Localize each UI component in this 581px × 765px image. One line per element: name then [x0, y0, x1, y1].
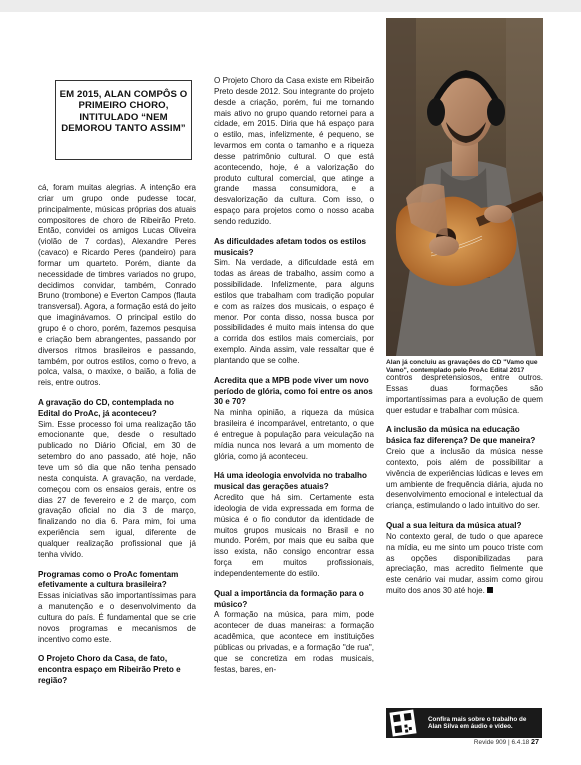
pull-quote: EM 2015, ALAN COMPÔS O PRIMEIRO CHORO, INTITULADO “NEM DEMOROU TANTO ASSIM”: [55, 80, 192, 160]
question-heading: O Projeto Choro da Casa, de fato, encontra espaço em Ribeirão Preto e região?: [38, 654, 181, 685]
question-heading: Qual a importância da formação para o músico?: [214, 588, 364, 609]
page-number: 27: [531, 737, 539, 746]
answer-paragraph: [386, 532, 543, 597]
photo-caption: Alan já concluiu as gravações do CD "Vamo que Vamo", contemplado pelo ProAc Edital 2017: [386, 359, 538, 374]
answer-paragraph: Na minha opinião, a riqueza da música brasileira é incomparável, entretanto, o que é entregue à população para veiculação na mídia nunca nos levará a um momento de glória, como já aconteceu.: [214, 408, 374, 461]
intro-paragraph: cá, foram muitas alegrias. A intenção era criar um grupo onde pudesse tocar, principalmente, músicas próprias dos atuais compositores de choro de Ribeirão Preto. Então, convidei os amigos Lucas Oliveira (violão de 7 cordas), Alexandre Peres (cavaco) e Ricardo Peres (pandeiro) para formar um quarteto. Porém, diante da necessidade de timbres variados no grupo, decidimos convidar, também, Conrado Bruno (trombone) e Everton Campos (flauta transversal). Agora, a formação está do jeito que imaginávamos. O principal estilo do grupo é o choro, porém, fazemos pesquisa e criação bem abrangentes, passando por diversos ritmos brasileiros e passando, também, por outros estilos, como o frevo, a polca, valsa, o maxixe, o baião, a folia de reis, entre outros.: [38, 183, 196, 388]
answer-paragraph: Sim. Na verdade, a dificuldade está em todas as áreas de trabalho, assim como a possibilidade. Infelizmente, para alguns estilos que trabalham com tradição popular e com as raízes dos musicais, o espaço é menor. Por conta disso, nossa busca por possibilidades é muito mais intensa do que a corrida dos estilos mais comerciais, por exemplo. Ainda assim, vale ressaltar que é plantando que se colhe.: [214, 258, 374, 365]
magazine-issue: Revide 909 | 6.4.18: [473, 739, 530, 746]
musician-photo: [386, 18, 543, 356]
column-2: [214, 76, 374, 675]
final-answer-text: No contexto geral, de tudo o que aparece na mídia, eu me sinto um pouco triste com as opções disponibilizadas para apreciação, mas acredito fielmente que este cenário vai mudar, assim como girou muito dos anos 30 até hoje.: [386, 531, 543, 596]
question-heading: A gravação do CD, contemplada no Edital do ProAc, já aconteceu?: [38, 398, 174, 418]
column-1: [38, 183, 196, 687]
column-3: [386, 373, 543, 597]
end-mark-icon: [487, 587, 493, 593]
answer-paragraph: Essas iniciativas são importantíssimas para a manutenção e o desenvolvimento da cultura do país. É fundamental que se crie novos programas e mecanismos de incentivo como este.: [38, 591, 196, 644]
top-band: [0, 0, 581, 12]
answer-paragraph: contros despretensiosos, entre outros. Essas duas formações são importantíssimas para a evolução de quem quer estudar e trabalhar com música.: [386, 373, 543, 415]
banner-text: Confira mais sobre o trabalho de Alan Silva em áudio e vídeo.: [428, 715, 527, 730]
answer-paragraph: Acredito que há sim. Certamente esta ideologia de vida expressada em forma de música é o fio condutor da identidade de muitos grupos musicais no Brasil e no mundo. Porém, por mais que eu saiba que isso exista, não consigo encontrar essa força em muitos profissionais, independentemente do estilo.: [214, 493, 374, 578]
question-heading: Há uma ideologia envolvida no trabalho musical das gerações atuais?: [214, 471, 367, 492]
answer-paragraph: Creio que a inclusão da música nesse contexto, pois além de possibilitar a vivência de experiências lúdicas e leves em um ambiente de frequência diária, ajuda no desenvolvimento emocional e intelectual da criança, estimulando o lado intuitivo do ser.: [386, 446, 543, 511]
qr-code-icon: [386, 708, 422, 738]
question-heading: Acredita que a MPB pode viver um novo período de glória, como foi entre os anos 30 e 70?: [214, 375, 373, 407]
answer-paragraph: A formação na música, para mim, pode acontecer de duas maneiras: a formação acadêmica, que acontece em instituições públicas ou privadas, e a formação "de rua", que se concretiza em rodas musicais, festas, bares, en-: [214, 610, 374, 674]
question-heading: A inclusão da música na educação básica faz diferença? De que maneira?: [386, 425, 536, 446]
question-heading: Programas como o ProAc fomentam efetivamente a cultura brasileira?: [38, 569, 179, 590]
question-heading: As dificuldades afetam todos os estilos musicais?: [214, 236, 367, 257]
media-banner[interactable]: [386, 708, 542, 738]
answer-paragraph: O Projeto Choro da Casa existe em Ribeirão Preto desde 2012. Sou integrante do projeto desde a criação, porém, fui me tornando mais ativo no grupo quando retornei para a cidade, em 2015. Diria que há espaço para o estilo, mas, infelizmente, é pequeno, se levarmos em conta o tamanho e a riqueza desse patrimônio cultural. O que está acontecendo, hoje, é a valorização do produto cultural comercial, que atinge a grande massa consumidora, e a desvalorização da cultura. Com isso, o espaço para projetos como o nosso acaba sendo reduzido.: [214, 76, 374, 226]
question-heading: Qual a sua leitura da música atual?: [386, 521, 522, 531]
page-footer: [474, 737, 539, 746]
answer-paragraph: Sim. Esse processo foi uma realização tão emocionante que, desde o resultado publicado no Diário Oficial, em 30 de setembro do ano passado, até hoje, não teve um só dia que não tenha pensado nesta conquista. A gravação, na verdade, começou com os ensaios gerais, entre os dias 27 de fevereiro e 2 de março, com gravação oficial no dia 3 de março, finalizando no dia 6. Para mim, foi uma experiência sem igual, diferente de qualquer realização profissional que já tenha vivido.: [38, 419, 196, 559]
